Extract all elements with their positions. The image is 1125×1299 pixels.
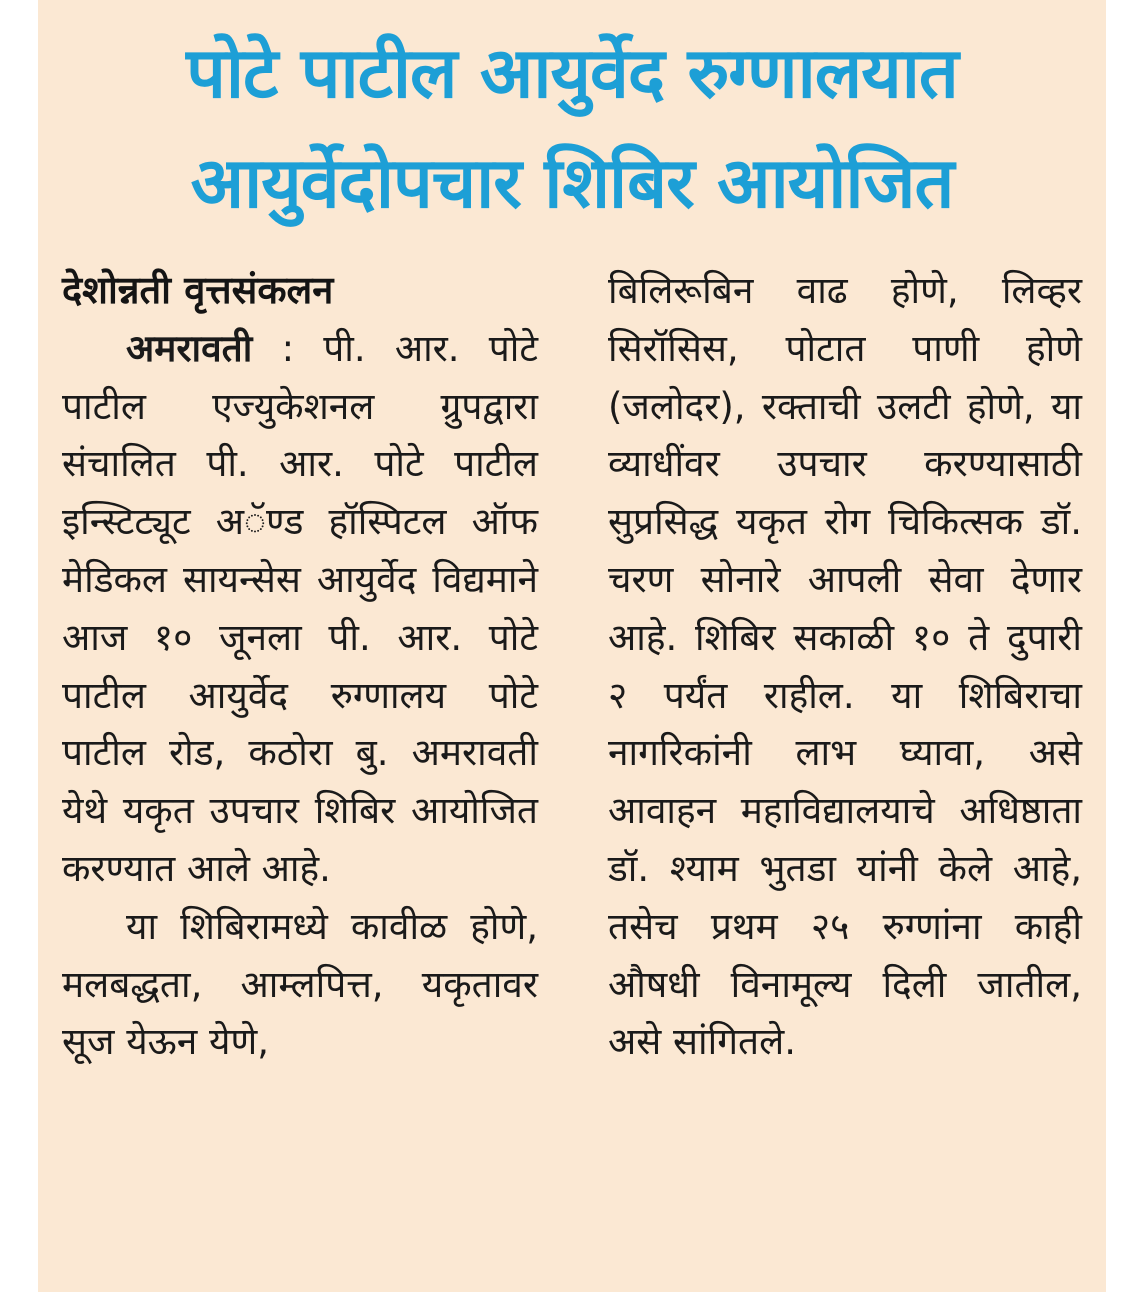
article-paragraph-2-continued: बिलिरूबिन वाढ होणे, लिव्हर सिरॉसिस, पोटात पाणी होणे (जलोदर), रक्ताची उलटी होणे, या व्याधींवर उपचार करण्यासाठी सुप्रसिद्ध यकृत रोग चिकित्सक डॉ. चरण सोनारे आपली सेवा देणार आहे. शिबिर सकाळी १० ते दुपारी २ पर्यंत राहील. या शिबिराचा नागरिकांनी लाभ घ्यावा, असे आवाहन महाविद्यालयाचे अधिष्ठाता डॉ. श्याम भुतडा यांनी केले आहे, तसेच प्रथम २५ रुग्णांना काही औषधी विनामूल्य दिली जातील, असे सांगितले. (608, 269, 1082, 1064)
dateline: अमरावती (126, 326, 253, 370)
headline-line-2: आयुर्वेदोपचार शिबिर आयोजित (190, 142, 954, 224)
article-column-left (62, 262, 538, 1071)
dateline-separator: : (252, 326, 324, 370)
article-column-right (608, 262, 1082, 1071)
article-paragraph-2-start: या शिबिरामध्ये कावीळ होणे, मलबद्धता, आम्लपित्त, यकृतावर सूज येऊन येणे, (62, 904, 538, 1064)
headline (38, 18, 1106, 238)
article-paragraph-1 (62, 320, 538, 898)
headline-line-1: पोटे पाटील आयुर्वेद रुग्णालयात (186, 32, 958, 114)
byline: देशोन्नती वृत्तसंकलन (62, 268, 334, 312)
paragraph-1-text: पी. आर. पोटे पाटील एज्युकेशनल ग्रुपद्वारा संचालित पी. आर. पोटे पाटील इन्स्टिट्यूट अॅण्ड हॉस्पिटल ऑफ मेडिकल सायन्सेस आयुर्वेद विद्यमाने आज १० जूनला पी. आर. पोटे पाटील आयुर्वेद रुग्णालय पोटे पाटील रोड, कठोरा बु. अमरावती येथे यकृत उपचार शिबिर आयोजित करण्यात आले आहे. (62, 326, 538, 890)
newspaper-clipping (38, 0, 1106, 1292)
